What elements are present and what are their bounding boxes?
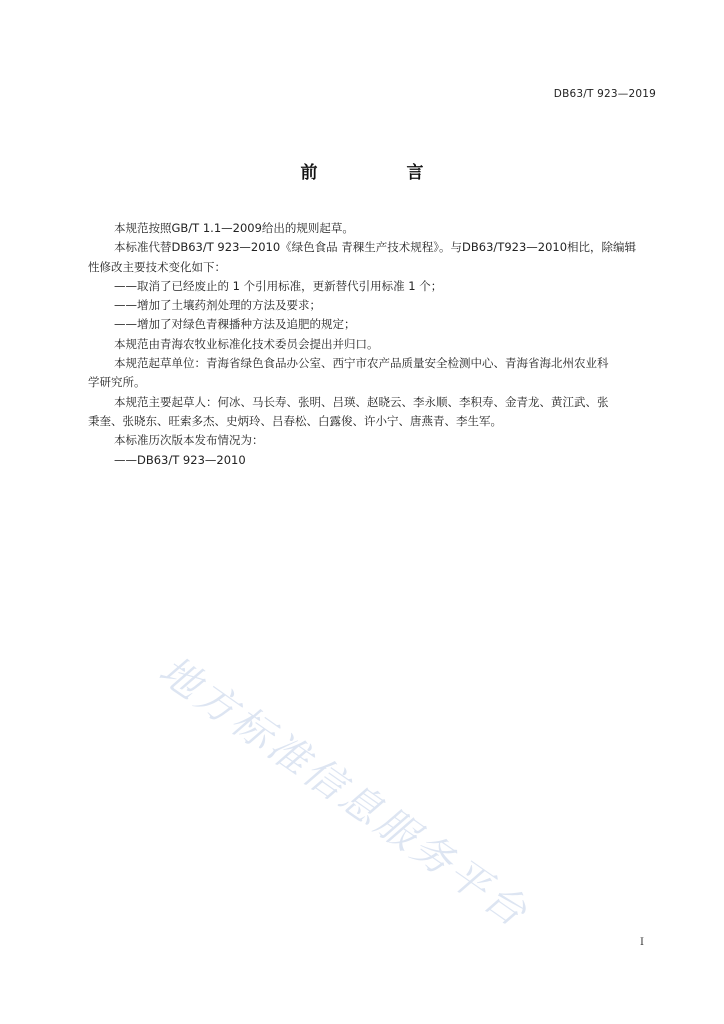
change-item-3: ——增加了对绿色青稞播种方法及追肥的规定；: [114, 317, 356, 332]
paragraph-drafting-units-line1: 本规范起草单位：青海省绿色食品办公室、西宁市农产品质量安全检测中心、青海省海北州农业科: [114, 356, 609, 371]
standard-code: DB63/T 923—2019: [553, 88, 656, 100]
page-title: 前 言: [300, 163, 460, 183]
paragraph-proposer: 本规范由青海农牧业标准化技术委员会提出并归口。: [114, 336, 379, 351]
watermark: 地方标准信息服务平台: [150, 647, 538, 938]
paragraph-version-history: 本标准历次版本发布情况为：: [114, 433, 264, 448]
document-body: [88, 219, 658, 470]
paragraph-replacement-line2: 性修改主要技术变化如下：: [88, 259, 226, 274]
paragraph-replacement-line1: 本标准代替DB63/T 923—2010《绿色食品 青稞生产技术规程》。与DB63/T923—2010相比，除编辑: [114, 240, 637, 255]
paragraph-drafters-line1: 本规范主要起草人：何冰、马长寿、张明、吕瑛、赵晓云、李永顺、李积寿、金青龙、黄江武、张: [114, 394, 609, 409]
change-item-1: ——取消了已经废止的 1 个引用标准，更新替代引用标准 1 个；: [114, 278, 443, 293]
paragraph-drafting-rule: 本规范按照GB/T 1.1—2009给出的规则起草。: [114, 221, 354, 235]
paragraph-drafters-line2: 秉奎、张晓东、旺索多杰、史炳玲、吕春松、白露俊、许小宁、唐燕青、李生军。: [88, 413, 502, 428]
paragraph-drafting-units-line2: 学研究所。: [88, 375, 146, 390]
page-number: I: [640, 937, 644, 948]
change-item-2: ——增加了土壤药剂处理的方法及要求；: [114, 298, 321, 313]
version-history-item: ——DB63/T 923—2010: [114, 452, 246, 467]
